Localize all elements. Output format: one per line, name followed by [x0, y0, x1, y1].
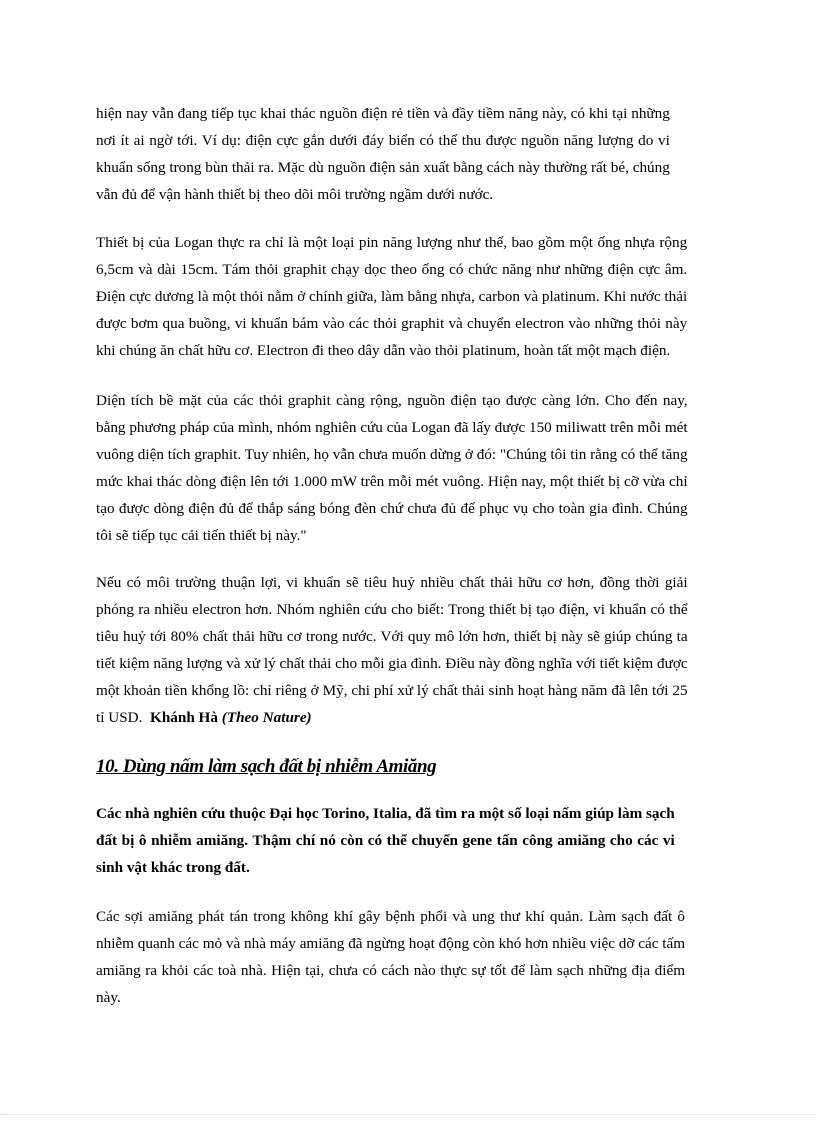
page-bottom-border — [0, 1114, 816, 1115]
text-line: nhiễm quanh các mỏ và nhà máy amiăng đã ngừng hoạt động còn khó hơn nhiều việc dỡ các tấm — [96, 935, 686, 952]
text-line-with-credit — [96, 704, 688, 731]
text-line: tôi sẽ tiếp tục cải tiến thiết bị này." — [96, 527, 307, 544]
text-line: đất bị ô nhiễm amiăng. Thậm chí nó còn có thể chuyển gene tấn công amiăng cho các vi — [96, 832, 675, 849]
text-line: vuông diện tích graphit. Tuy nhiên, họ vẫn chưa muốn dừng ở đó: "Chúng tôi tin rằng có thể tăng — [96, 446, 688, 463]
text-line: được bơm qua buồng, vi khuẩn bám vào các thỏi graphit và chuyển electron vào những thỏi này — [96, 315, 688, 332]
text-line: amiăng ra khỏi các toà nhà. Hiện tại, chưa có cách nào thực sự tốt để làm sạch những địa điểm — [96, 962, 686, 979]
text-line: hiện nay vẫn đang tiếp tục khai thác nguồn điện rẻ tiền và đầy tiềm năng này, có khi tại những — [96, 105, 670, 122]
text-line: Điện cực dương là một thỏi nằm ở chính giữa, làm bằng nhựa, carbon và platinum. Khi nước thải — [96, 288, 688, 305]
section-heading: 10. Dùng nấm làm sạch đất bị nhiễm Amiăng — [96, 756, 437, 777]
paragraph-logan-device — [96, 229, 687, 364]
text-line: vẫn đủ để vận hành thiết bị theo dõi môi trường ngầm dưới nước. — [96, 186, 494, 203]
text-line: khi chúng ăn chất hữu cơ. Electron đi theo dây dẫn vào thỏi platinum, hoàn tất một mạch điện. — [96, 342, 671, 359]
text-line: này. — [96, 989, 121, 1006]
text-line: nơi ít ai ngờ tới. Ví dụ: điện cực gắn dưới đáy biển có thể thu được nguồn năng lượng do vi — [96, 132, 670, 149]
text-line: Thiết bị của Logan thực ra chỉ là một loại pin năng lượng như thế, bao gồm một ống nhựa rộng — [96, 234, 688, 251]
text-fragment: tỉ USD. — [96, 709, 143, 726]
text-line: tiết kiệm năng lượng và xử lý chất thải cho mỗi gia đình. Điều này đồng nghĩa với tiết kiệm được — [96, 655, 688, 672]
source-credit: (Theo Nature) — [221, 709, 312, 726]
author-credit: Khánh Hà — [150, 709, 218, 726]
paragraph-asbestos-fibers — [96, 903, 685, 1011]
paragraph-graphite-surface — [96, 387, 688, 549]
text-line: 6,5cm và dài 15cm. Tám thỏi graphit chạy dọc theo ống có chức năng như những điện cực âm. — [96, 261, 688, 278]
text-line: Diện tích bề mặt của các thỏi graphit càng rộng, nguồn điện tạo được càng lớn. Cho đến nay, — [96, 392, 688, 409]
paragraph-lead-bold — [96, 800, 675, 881]
text-line: Các sợi amiăng phát tán trong không khí gây bệnh phổi và ung thư khí quản. Làm sạch đất ô — [96, 908, 686, 925]
text-line: mức khai thác dòng điện lên tới 1.000 mW trên mỗi mét vuông. Hiện nay, một thiết bị cỡ vừa chỉ — [96, 473, 688, 490]
text-line: một khoản tiền khổng lồ: chỉ riêng ở Mỹ, chi phí xử lý chất thải sinh hoạt hàng năm đã lên tới 25 — [96, 682, 688, 699]
text-line: bằng phương pháp của mình, nhóm nghiên cứu của Logan đã lấy được 150 miliwatt trên mỗi mét — [96, 419, 688, 436]
text-line: sinh vật khác trong đất. — [96, 859, 250, 876]
text-line: Nếu có môi trường thuận lợi, vi khuẩn sẽ tiêu huỷ nhiều chất thải hữu cơ hơn, đồng thời giải — [96, 574, 688, 591]
text-line: phóng ra nhiều electron hơn. Nhóm nghiên cứu cho biết: Trong thiết bị tạo điện, vi khuẩn có thể — [96, 601, 688, 618]
text-line: tạo được dòng điện đủ để thắp sáng bóng đèn chứ chưa đủ để phục vụ cho toàn gia đình. Chúng — [96, 500, 688, 517]
paragraph-bacteria-waste — [96, 569, 688, 731]
text-line: khuẩn sống trong bùn thải ra. Mặc dù nguồn điện sản xuất bằng cách này thường rất bé, chúng — [96, 159, 670, 176]
paragraph-electricity-intro — [96, 100, 670, 208]
text-line: tiêu huỷ tới 80% chất thải hữu cơ trong nước. Với quy mô lớn hơn, thiết bị này sẽ giúp chúng ta — [96, 628, 688, 645]
text-line: Các nhà nghiên cứu thuộc Đại học Torino, Italia, đã tìm ra một số loại nấm giúp làm sạch — [96, 805, 675, 822]
